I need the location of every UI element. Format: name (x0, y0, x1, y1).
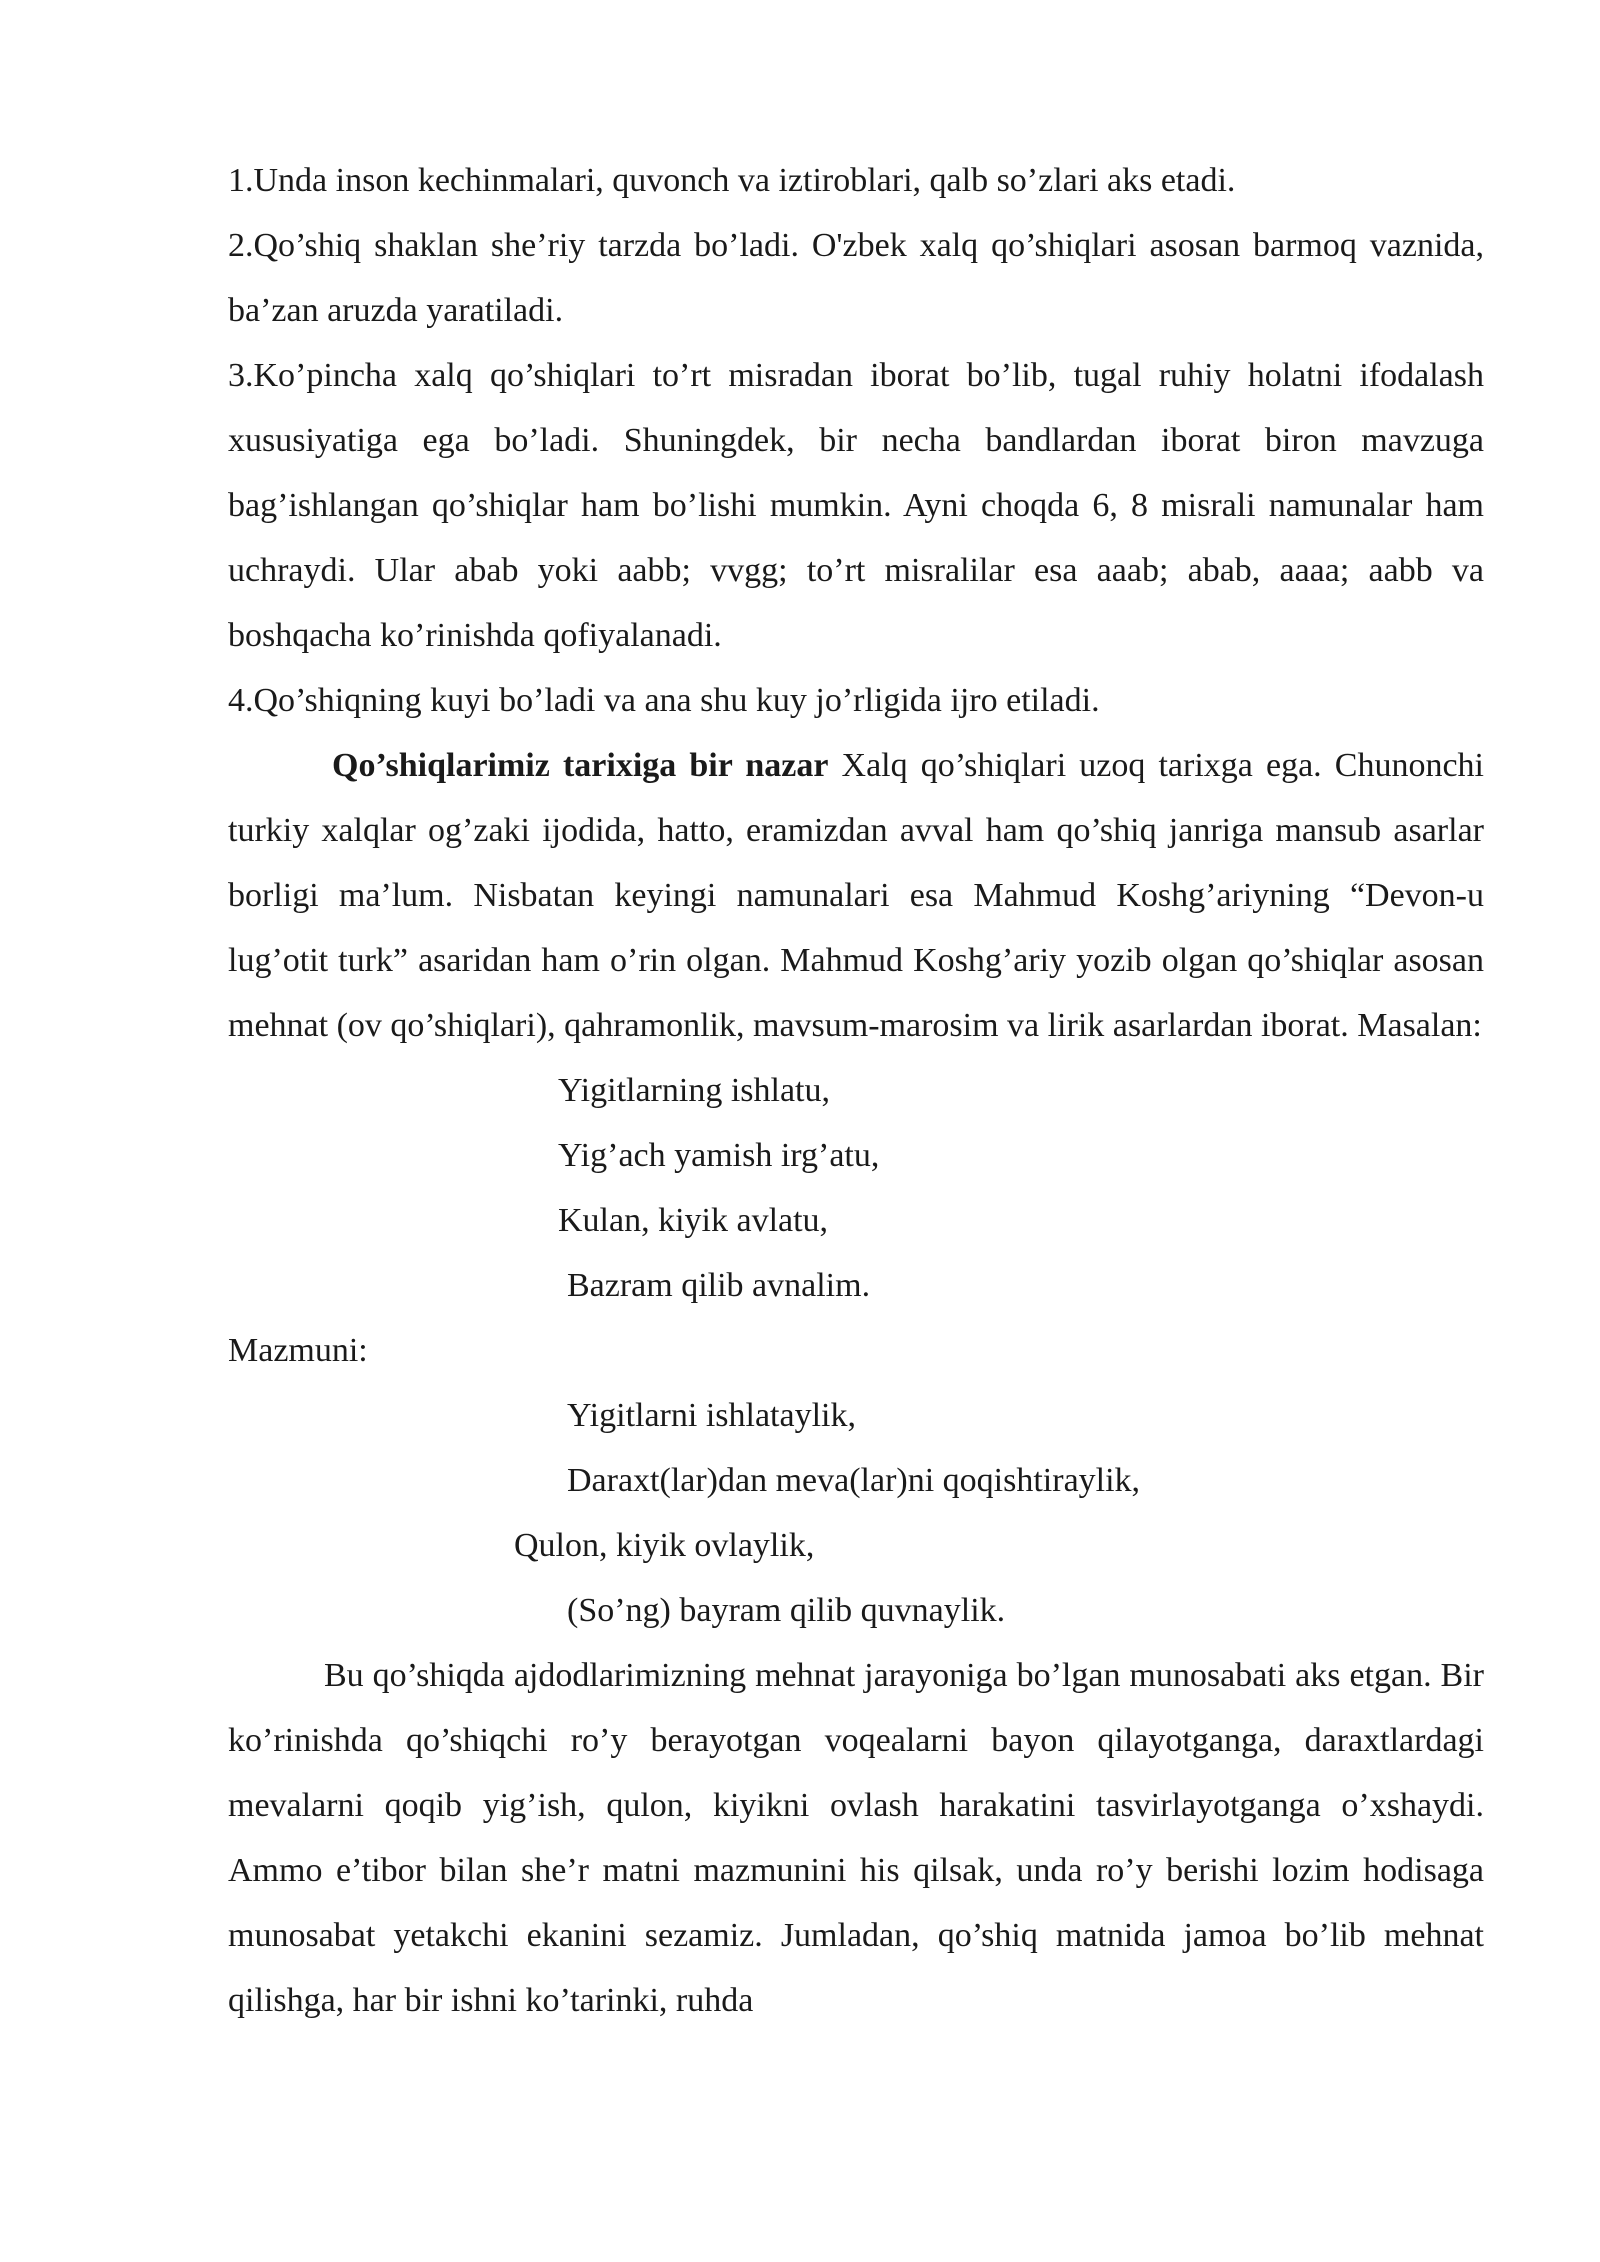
text-column (228, 148, 1484, 2033)
verse-original (228, 1058, 1484, 1318)
verse-line: Yigitlarni ishlataylik, (567, 1397, 856, 1434)
history-paragraph (228, 733, 1484, 1058)
verse-line: Yigitlarning ishlatu, (558, 1072, 830, 1109)
conclusion-paragraph: Bu qo’shiqda ajdodlarimizning mehnat jarayoniga bo’lgan munosabati aks etgan. Bir ko’rinishda qo’shiqchi ro’y berayotgan voqealarni bayon qilayotganga, daraxtlardagi mevalarni qoqib yig’ish, qulon, kiyikni ovlash harakatini tasvirlayotganga o’xshaydi. Ammo e’tibor bilan she’r matni mazmunini his qilsak, unda ro’y berishi lozim hodisaga munosabat yetakchi ekanini sezamiz. Jumladan, qo’shiq matnida jamoa bo’lib mehnat qilishga, har bir ishni ko’tarinki, ruhda (228, 1657, 1484, 2019)
section-heading: Qo’shiqlarimiz tarixiga bir nazar (332, 747, 829, 784)
verse-line: Kulan, kiyik avlatu, (558, 1202, 829, 1239)
list-item-4: 4.Qo’shiqning kuyi bo’ladi va ana shu kuy jo’rligida ijro etiladi. (228, 682, 1100, 719)
verse-line: Daraxt(lar)dan meva(lar)ni qoqishtiraylik, (567, 1462, 1141, 1499)
verse-meaning (228, 1383, 1484, 1643)
verse-line: (So’ng) bayram qilib quvnaylik. (567, 1592, 1006, 1629)
verse-line: Yig’ach yamish irg’atu, (558, 1137, 880, 1174)
list-item-2: 2.Qo’shiq shaklan she’riy tarzda bo’ladi. O'zbek xalq qo’shiqlari asosan barmoq vaznida, ba’zan aruzda yaratiladi. (228, 227, 1484, 329)
history-text: Xalq qo’shiqlari uzoq tarixga ega. Chunonchi turkiy xalqlar og’zaki ijodida, hatto, eramizdan avval ham qo’shiq janriga mansub asarlar borligi ma’lum. Nisbatan keyingi namunalari esa Mahmud Koshg’ariyning “Devon-u lug’otit turk” asaridan ham o’rin olgan. Mahmud Koshg’ariy yozib olgan qo’shiqlar asosan mehnat (ov qo’shiqlari), qahramonlik, mavsum-marosim va lirik asarlardan iborat. Masalan: (228, 747, 1485, 1044)
list-item-1: 1.Unda inson kechinmalari, quvonch va iztiroblari, qalb so’zlari aks etadi. (228, 162, 1236, 199)
verse-line: Bazram qilib avnalim. (567, 1267, 871, 1304)
list-item-3: 3.Ko’pincha xalq qo’shiqlari to’rt misradan iborat bo’lib, tugal ruhiy holatni ifodalash xususiyatiga ega bo’ladi. Shuningdek, bir necha bandlardan iborat biron mavzuga bag’ishlangan qo’shiqlar ham bo’lishi mumkin. Ayni choqda 6, 8 misrali namunalar ham uchraydi. Ular abab yoki aabb; vvgg; to’rt misralilar esa aaab; abab, aaaa; aabb va boshqacha ko’rinishda qofiyalanadi. (228, 357, 1484, 654)
verse-line: Qulon, kiyik ovlaylik, (514, 1527, 815, 1564)
meaning-label: Mazmuni: (228, 1332, 368, 1369)
